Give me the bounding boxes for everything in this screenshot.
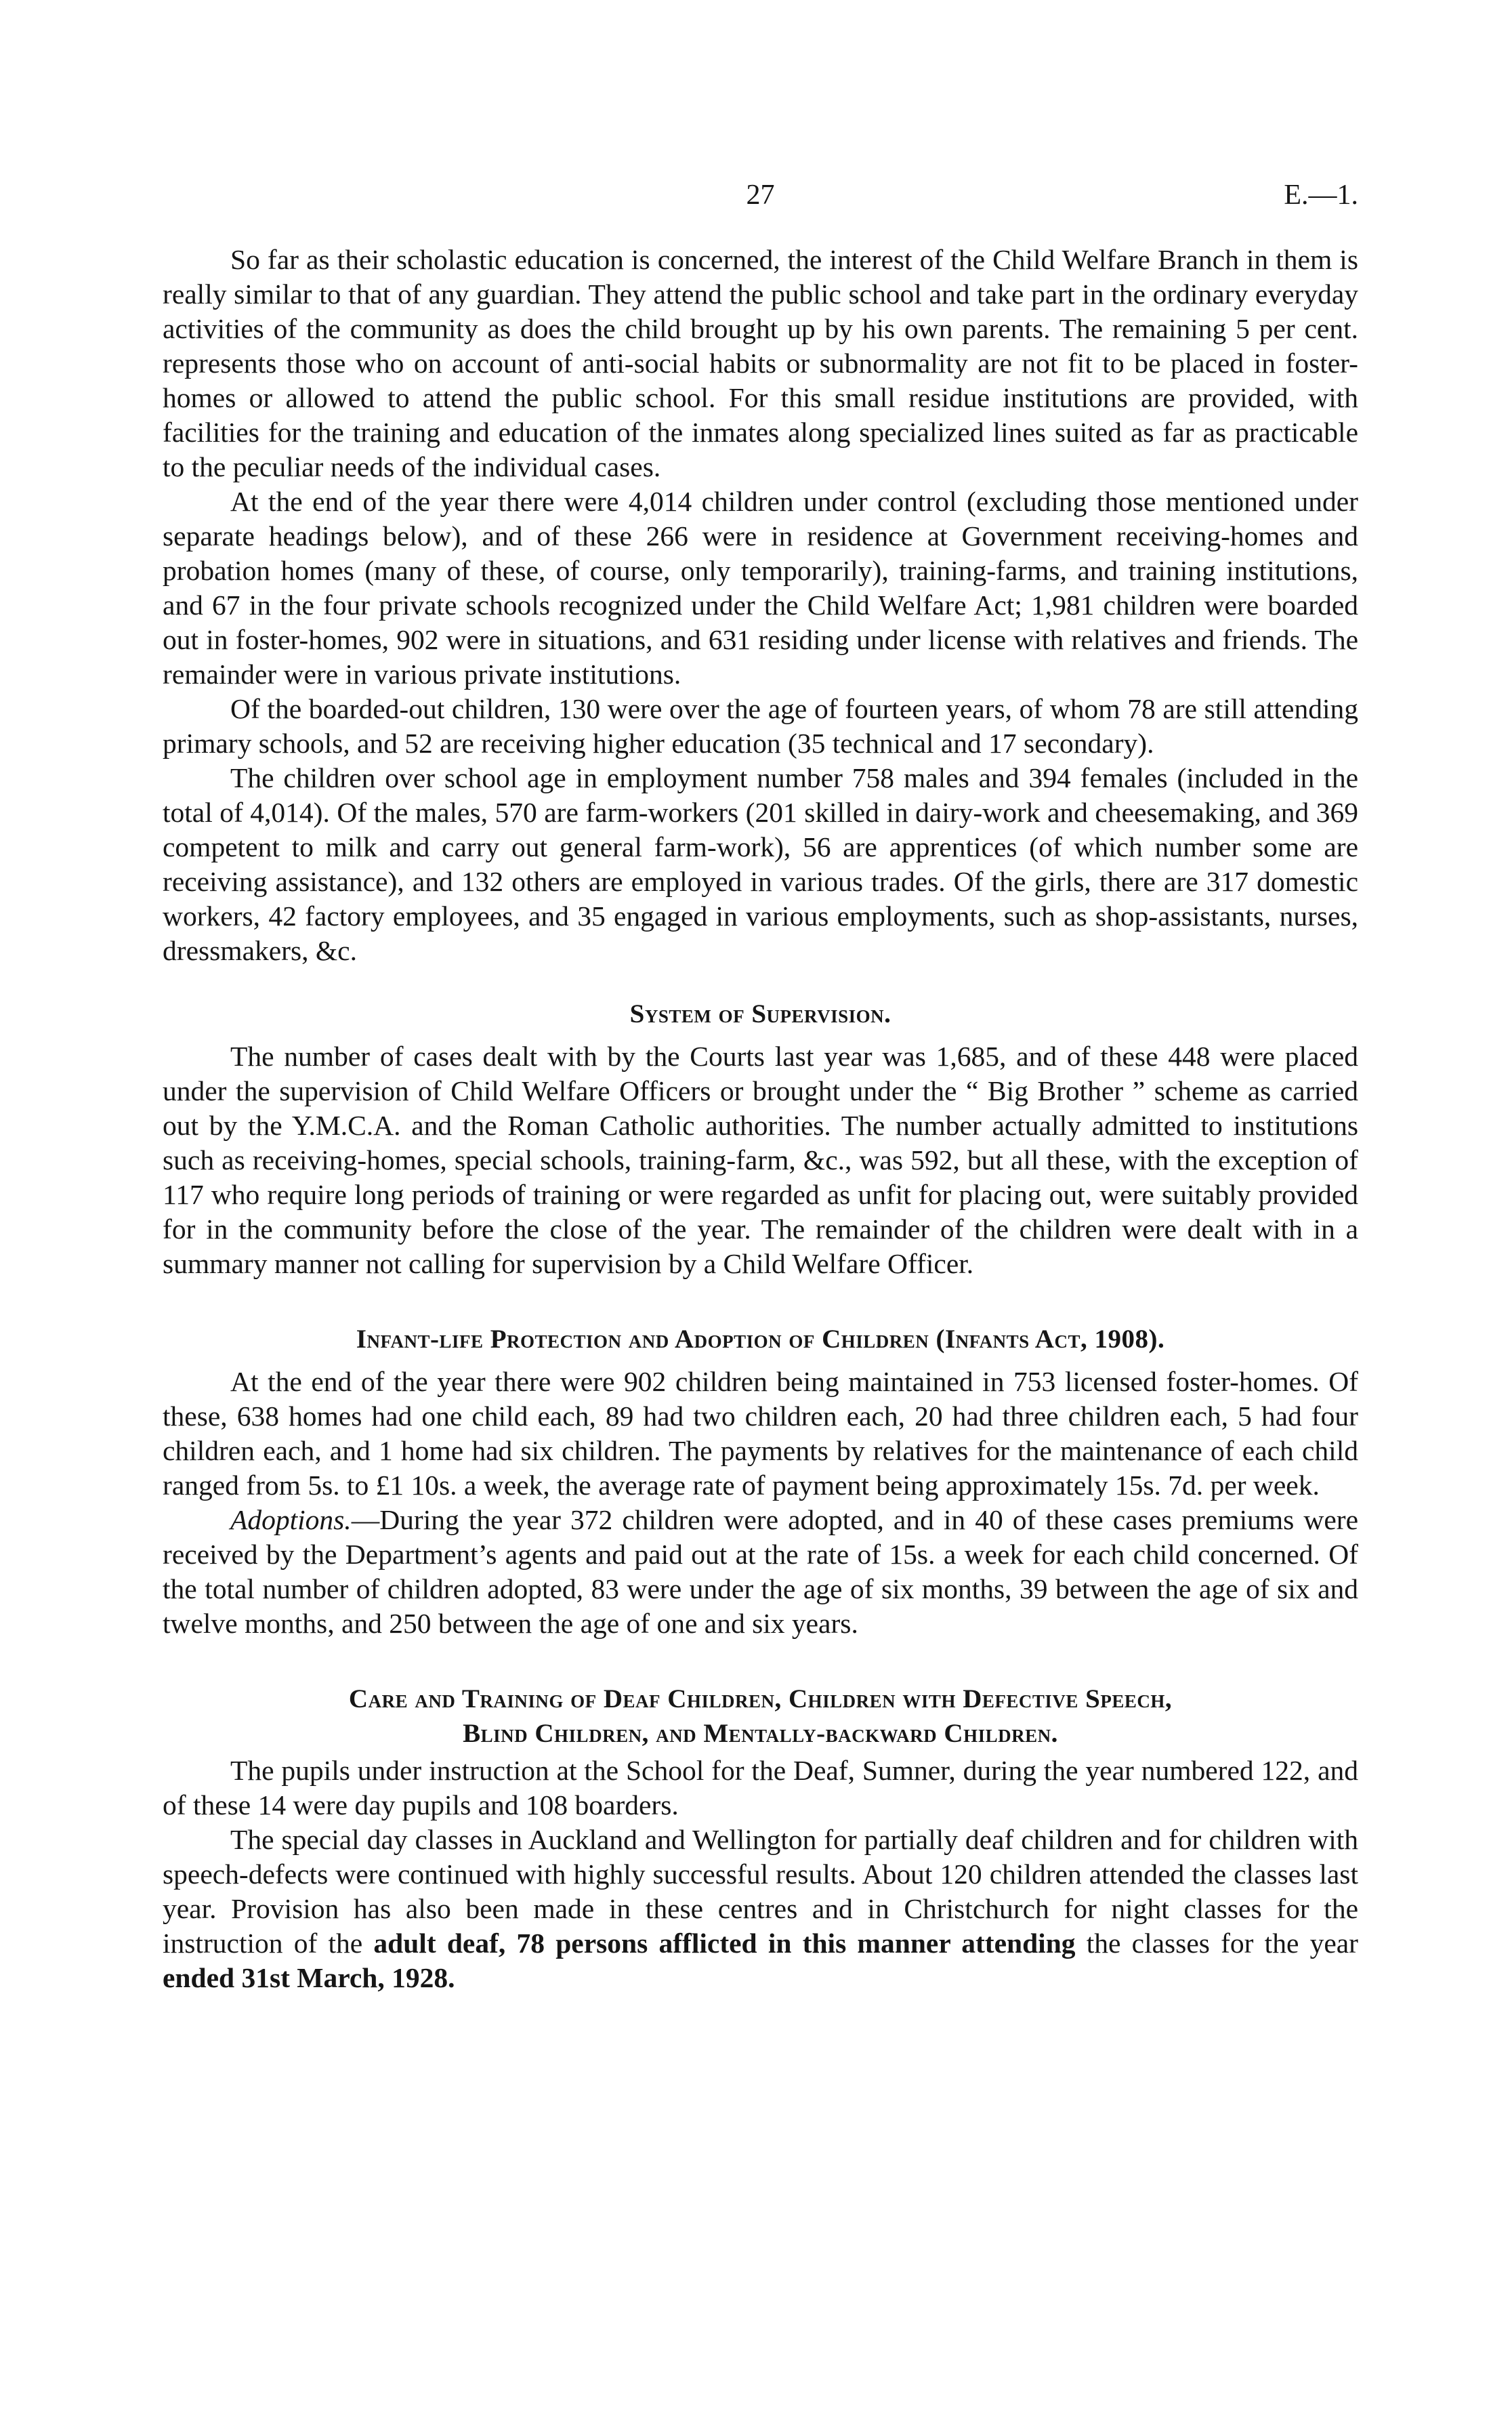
heading-infant-life-protection: Infant-life Protection and Adoption of Children (Infants Act, 1908).	[356, 1325, 1165, 1354]
adoptions-label: Adoptions.	[230, 1504, 352, 1535]
heading-deaf-children	[163, 1682, 1358, 1751]
paragraph-school-for-deaf: The pupils under instruction at the School for the Deaf, Sumner, during the year numbered 122, and of these 14 were day pupils and 108 boarders.	[163, 1755, 1358, 1821]
paragraph-employment: The children over school age in employment number 758 males and 394 females (included in the total of 4,014). Of the males, 570 are farm-workers (201 skilled in dairy-work and cheesemaking, and 369 competent to milk and carry out general farm-work), 56 are apprentices (of which number some are receiving assistance), and 132 others are employed in various trades. Of the girls, there are 317 domestic workers, 42 factory employees, and 35 engaged in various employments, such as shop-assistants, nurses, dressmakers, &c.	[163, 762, 1358, 966]
paragraph-children-under-control: At the end of the year there were 4,014 children under control (excluding those mentioned under separate headings below), and of these 266 were in residence at Government receiving-homes and probation homes (many of these, of course, only temporarily), training-farms, and training institutions, and 67 in the four private schools recognized under the Child Welfare Act; 1,981 children were boarded out in foster-homes, 902 were in situations, and 631 residing under license with relatives and friends. The remainder were in various private institutions.	[163, 486, 1358, 690]
special-classes-mid: the classes for the year	[1075, 1928, 1358, 1959]
page-header	[163, 175, 1358, 215]
paragraph-foster-homes: At the end of the year there were 902 children being maintained in 753 licensed foster-homes. Of these, 638 homes had one child each, 89 had two children each, 20 had three children each, 5 had four children each, and 1 home had six children. The payments by relatives for the maintenance of each child ranged from 5s. to £1 10s. a week, the average rate of payment being approximately 15s. 7d. per week.	[163, 1366, 1358, 1501]
heading-deaf-line-1: Care and Training of Deaf Children, Children with Defective Speech,	[348, 1684, 1173, 1713]
paragraph-boarded-out: Of the boarded-out children, 130 were over the age of fourteen years, of whom 78 are still attending primary schools, and 52 are receiving higher education (35 technical and 17 secondary).	[163, 693, 1358, 759]
paragraph-supervision: The number of cases dealt with by the Courts last year was 1,685, and of these 448 were placed under the supervision of Child Welfare Officers or brought under the “ Big Brother ” scheme as carried out by the Y.M.C.A. and the Roman Catholic authorities. The number actually admitted to institutions such as receiving-homes, special schools, training-farm, &c., was 592, but all these, with the exception of 117 who require long periods of training or were regarded as unfit for placing out, were suitably provided for in the community before the close of the year. The remainder of the children were dealt with in a summary manner not calling for supervision by a Child Welfare Officer.	[163, 1041, 1358, 1279]
special-classes-bold-1: adult deaf, 78 persons afflicted in this manner attending	[373, 1928, 1076, 1959]
special-classes-bold-2: ended 31st March, 1928.	[163, 1962, 455, 1993]
heading-deaf-line-2: Blind Children, and Mentally-backward Children.	[463, 1719, 1058, 1748]
special-classes-text: The special day classes in Auckland and Wellington for partially deaf children and for children with speech-defects were continued with highly successful results. About 120 children attended the classes last year. Provision has also been made in these centres and in Christchurch for night classes for the instruction of the	[163, 1824, 1358, 1959]
heading-system-of-supervision: System of Supervision.	[629, 999, 891, 1028]
page-number: 27	[746, 180, 775, 211]
document-page	[163, 175, 1358, 1995]
paragraph-scholastic: So far as their scholastic education is concerned, the interest of the Child Welfare Branch in them is really similar to that of any guardian. They attend the public school and take part in the ordinary everyday activities of the community as does the child brought up by his own parents. The remaining 5 per cent. represents those who on account of anti-social habits or subnormality are not fit to be placed in foster-homes or allowed to attend the public school. For this small residue institutions are provided, with facilities for the training and education of the inmates along specialized lines suited as far as practicable to the peculiar needs of the individual cases.	[163, 244, 1358, 482]
intro-section	[163, 243, 1358, 968]
paragraph-adoptions	[163, 1503, 1358, 1641]
document-reference: E.—1.	[1284, 180, 1358, 211]
adoptions-text: —During the year 372 children were adopted, and in 40 of these cases premiums were received by the Department’s agents and paid out at the rate of 15s. a week for each child concerned. Of the total number of children adopted, 83 were under the age of six months, 39 between the age of six and twelve months, and 250 between the age of one and six years.	[163, 1504, 1358, 1639]
paragraph-special-day-classes	[163, 1823, 1358, 1995]
